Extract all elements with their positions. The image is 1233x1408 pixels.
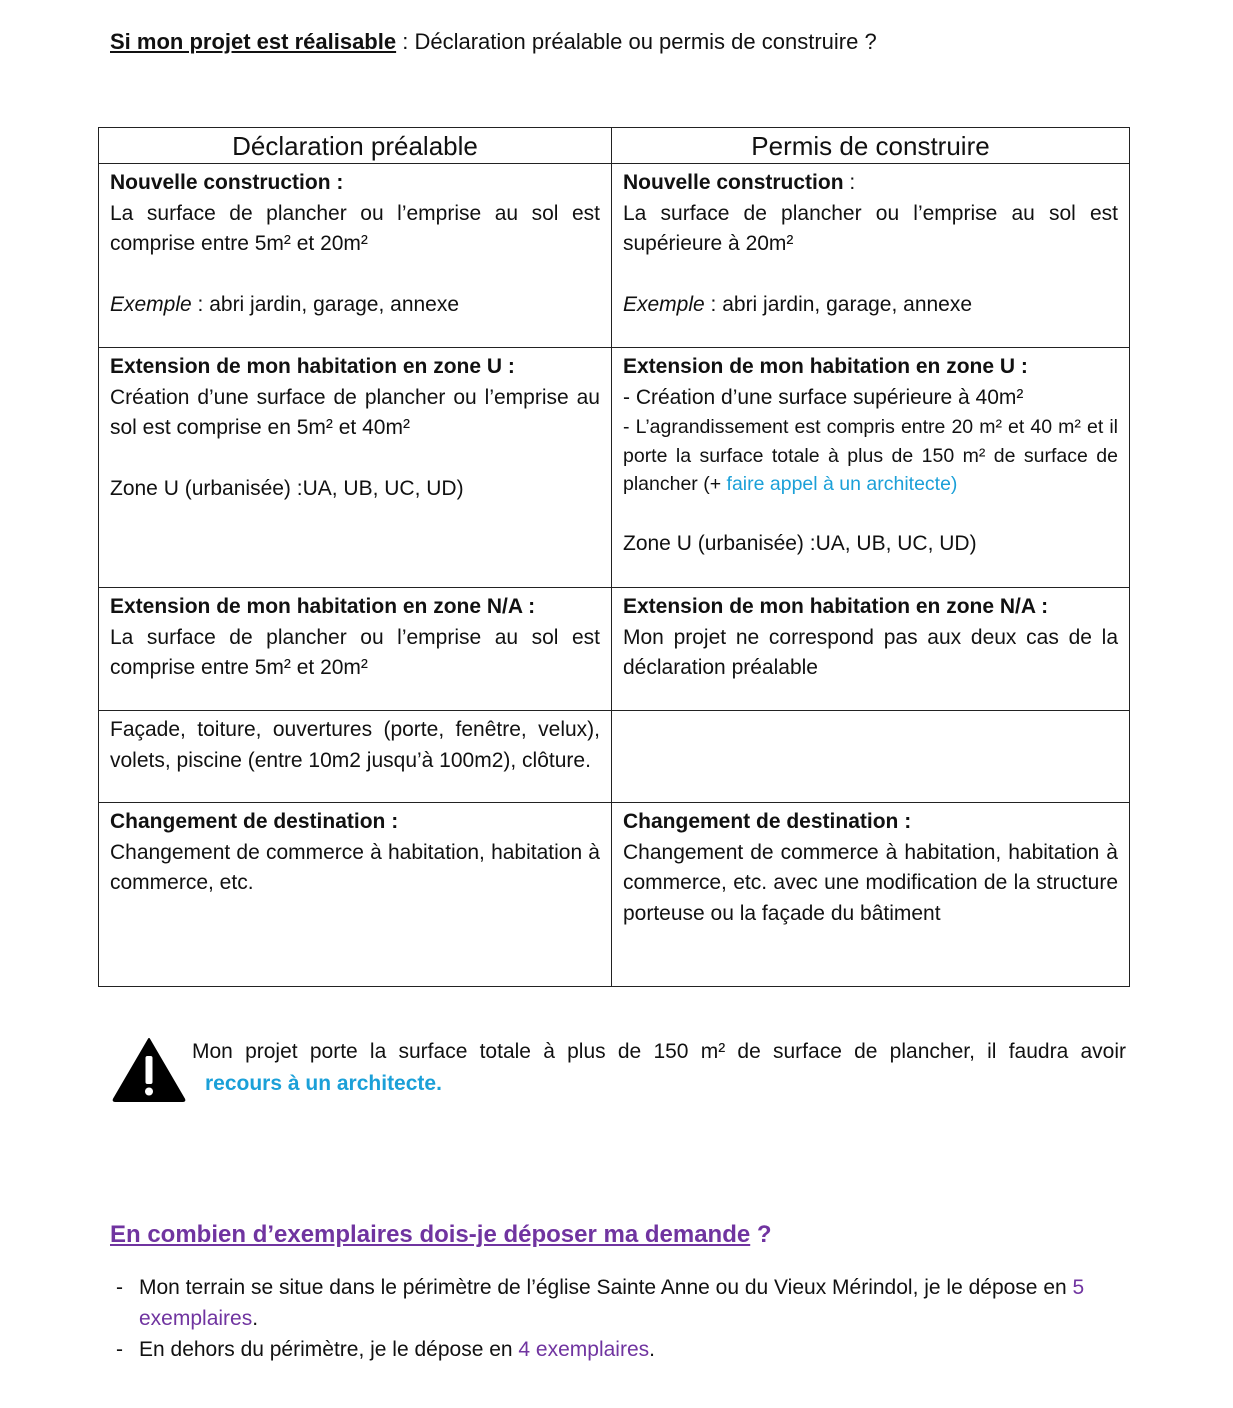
cell-text: Changement de commerce à habitation, habitation à commerce, etc. avec une modification de la structure porteuse ou la façade du bâtiment [623, 840, 1118, 925]
cell-title: Extension de mon habitation en zone N/A : [110, 595, 536, 618]
cell-title-text: Nouvelle construction [623, 171, 844, 194]
cell-title-suffix: : [843, 171, 856, 194]
cell-destination-declaration [99, 803, 612, 987]
cell-extension-u-permis [612, 348, 1130, 588]
heading-rest: : Déclaration préalable ou permis de construire ? [396, 29, 877, 54]
table-row [99, 803, 1130, 987]
cell-works-declaration [99, 711, 612, 803]
architect-warning [112, 1036, 1132, 1116]
copies-heading-suffix: ? [750, 1221, 772, 1248]
architect-recourse-link[interactable]: recours à un architecte. [205, 1072, 442, 1095]
list-item-end: . [649, 1338, 655, 1361]
heading-underlined: Si mon projet est réalisable [110, 29, 397, 54]
list-item-end: . [252, 1307, 259, 1330]
copies-count: 5 exemplaires [139, 1276, 1085, 1330]
copies-list [110, 1272, 1130, 1365]
cell-title: Extension de mon habitation en zone U : [110, 355, 515, 378]
cell-text: La surface de plancher ou l’emprise au sol est comprise entre 5m² et 20m² [110, 201, 600, 255]
cell-new-construction-permis [612, 164, 1130, 348]
copies-heading [110, 1218, 772, 1252]
list-item [110, 1272, 1130, 1334]
cell-zone: Zone U (urbanisée) :UA, UB, UC, UD) [110, 476, 464, 500]
example-label: Exemple [623, 292, 705, 316]
table-row [99, 588, 1130, 711]
header-declaration: Déclaration préalable [99, 128, 612, 164]
cell-destination-permis [612, 803, 1130, 987]
list-item-text: Mon terrain se situe dans le périmètre de l’église Sainte Anne ou du Vieux Mérindol, je le dépose en [139, 1276, 1073, 1299]
cell-item-text: - L’agrandissement est compris entre 20 m² et 40 m² et il porte la surface totale à plus de 150 m² de surface de plancher (+ [623, 416, 1118, 495]
list-dash: - [116, 1276, 123, 1299]
copies-count: 4 exemplaires [518, 1338, 650, 1361]
example-text: : abri jardin, garage, annexe [191, 292, 460, 316]
cell-text: La surface de plancher ou l’emprise au sol est supérieure à 20m² [623, 201, 1118, 255]
cell-text: La surface de plancher ou l’emprise au sol est comprise entre 5m² et 20m² [110, 625, 600, 679]
cell-text: Changement de commerce à habitation, habitation à commerce, etc. [110, 840, 600, 894]
table-row [99, 348, 1130, 588]
cell-extension-na-permis [612, 588, 1130, 711]
cell-title [623, 168, 1118, 199]
cell-works-permis-empty [612, 711, 1130, 803]
list-item-text: En dehors du périmètre, je le dépose en [139, 1338, 519, 1361]
architect-link[interactable]: faire appel à un architecte) [726, 473, 958, 495]
copies-heading-text: En combien d’exemplaires dois-je déposer ma demande [110, 1221, 751, 1248]
cell-new-construction-declaration [99, 164, 612, 348]
header-permis: Permis de construire [612, 128, 1130, 164]
list-item [110, 1334, 1130, 1365]
cell-extension-u-declaration [99, 348, 612, 588]
cell-title: Nouvelle construction : [110, 171, 344, 194]
cell-text: Création d’une surface de plancher ou l’emprise au sol est comprise en 5m² et 40m² [110, 385, 600, 439]
cell-zone: Zone U (urbanisée) :UA, UB, UC, UD) [623, 531, 977, 555]
cell-title: Extension de mon habitation en zone N/A : [623, 595, 1049, 618]
table-row [99, 711, 1130, 803]
cell-extension-na-declaration [99, 588, 612, 711]
cell-example [110, 290, 600, 321]
cell-item [623, 413, 1118, 499]
table-header-row [99, 128, 1130, 164]
comparison-table [98, 127, 1130, 987]
list-dash: - [116, 1338, 123, 1361]
warning-text: Mon projet porte la surface totale à plus de 150 m² de surface de plancher, il faudra avoir [192, 1040, 1126, 1063]
warning-message [192, 1036, 1126, 1100]
cell-title: Changement de destination : [623, 810, 912, 833]
cell-title: Changement de destination : [110, 810, 399, 833]
example-text: : abri jardin, garage, annexe [704, 292, 973, 316]
cell-text: Façade, toiture, ouvertures (porte, fenêtre, velux), volets, piscine (entre 10m2 jusqu’à 100m2), clôture. [110, 718, 600, 772]
cell-text: Mon projet ne correspond pas aux deux cas de la déclaration préalable [623, 625, 1118, 679]
cell-item: - Création d’une surface supérieure à 40m² [623, 385, 1024, 409]
table-row [99, 164, 1130, 348]
cell-example [623, 290, 1118, 321]
cell-title: Extension de mon habitation en zone U : [623, 355, 1028, 378]
example-label: Exemple [110, 292, 192, 316]
section-heading [110, 26, 877, 58]
warning-triangle-icon [112, 1036, 186, 1102]
